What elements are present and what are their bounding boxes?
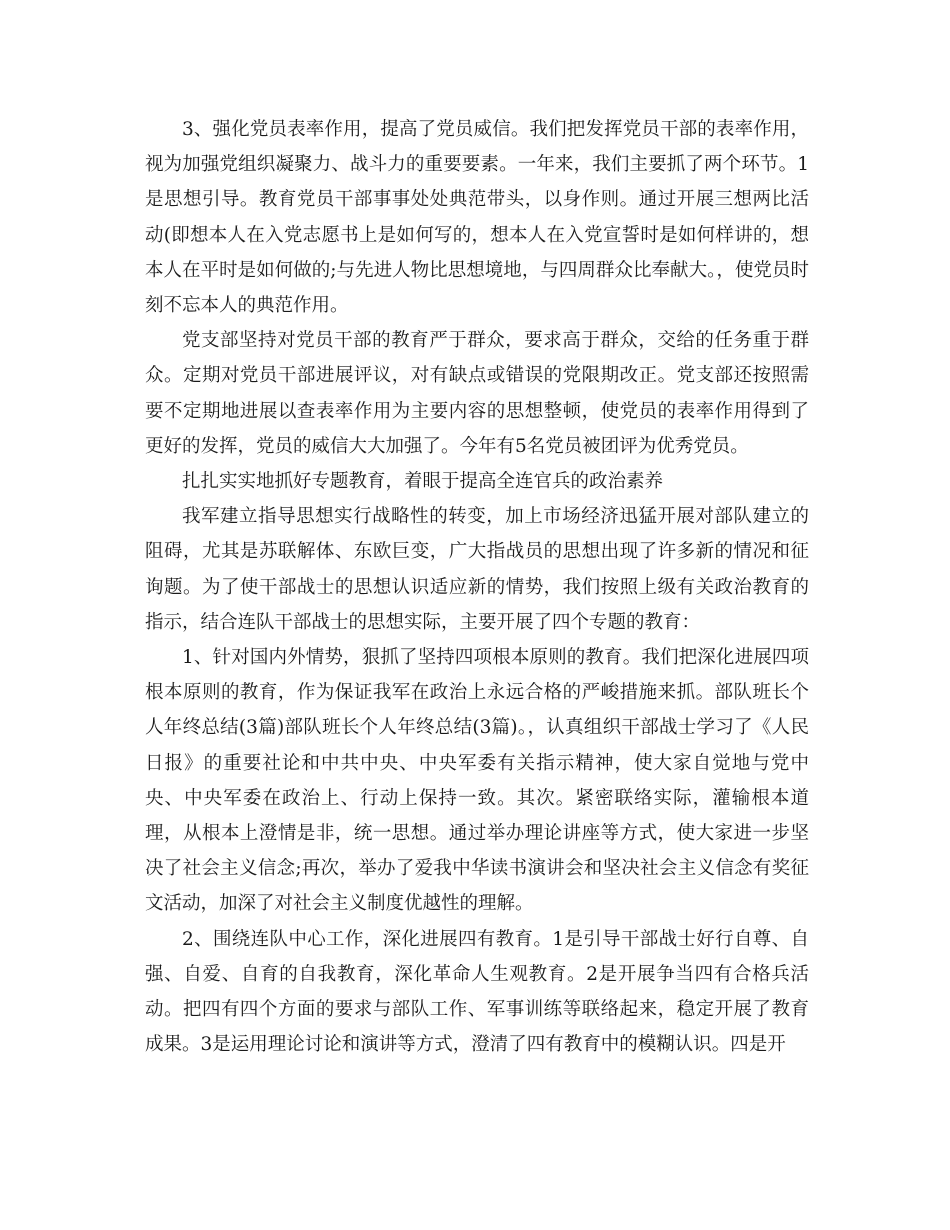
- paragraph-4: 1、针对国内外情势，狠抓了坚持四项根本原则的教育。我们把深化进展四项根本原则的教育，作为保证我军在政治上永远合格的严峻措施来抓。部队班长个人年终总结(3篇)部队班长个人年终总结(3篇)。，认真组织干部战士学习了《人民日报》的重要社论和中共中央、中央军委有关指示精神，使大家自觉地与党中央、中央军委在政治上、行动上保持一致。其次。紧密联络实际，灌输根本道理，从根本上澄情是非，统一思想。通过举办理论讲座等方式，使大家进一步坚决了社会主义信念;再次，举办了爱我中华读书演讲会和坚决社会主义信念有奖征文活动，加深了对社会主义制度优越性的理解。: [145, 647, 809, 915]
- paragraph-2: 党支部坚持对党员干部的教育严于群众，要求高于群众，交给的任务重于群众。定期对党员干部进展评议，对有缺点或错误的党限期改正。党支部还按照需要不定期地进展以查表率作用为主要内容的思想整顿，使党员的表率作用得到了更好的发挥，党员的威信大大加强了。今年有5名党员被团评为优秀党员。: [145, 330, 809, 457]
- paragraph-1: 3、强化党员表率作用，提高了党员威信。我们把发挥党员干部的表率作用，视为加强党组织凝聚力、战斗力的重要要素。一年来，我们主要抓了两个环节。1是思想引导。教育党员干部事事处处典范带头，以身作则。通过开展三想两比活动(即想本人在入党志愿书上是如何写的，想本人在入党宣誓时是如何样讲的，想本人在平时是如何做的;与先进人物比思想境地，与四周群众比奉献大。，使党员时刻不忘本人的典范作用。: [145, 119, 809, 317]
- paragraph-3: 我军建立指导思想实行战略性的转变，加上市场经济迅猛开展对部队建立的阻碍，尤其是苏联解体、东欧巨变，广大指战员的思想出现了许多新的情况和征询题。为了使干部战士的思想认识适应新的情势，我们按照上级有关政治教育的指示，结合连队干部战士的思想实际，主要开展了四个专题的教育：: [145, 506, 809, 633]
- paragraph-5: 2、围绕连队中心工作，深化进展四有教育。1是引导干部战士好行自尊、自强、自爱、自育的自我教育，深化革命人生观教育。2是开展争当四有合格兵活动。把四有四个方面的要求与部队工作、军事训练等联络起来，稳定开展了教育成果。3是运用理论讨论和演讲等方式，澄清了四有教育中的模糊认识。四是开: [145, 928, 809, 1056]
- document-body: [145, 112, 809, 1062]
- section-heading: 扎扎实实地抓好专题教育，着眼于提高全连官兵的政治素养: [182, 471, 664, 493]
